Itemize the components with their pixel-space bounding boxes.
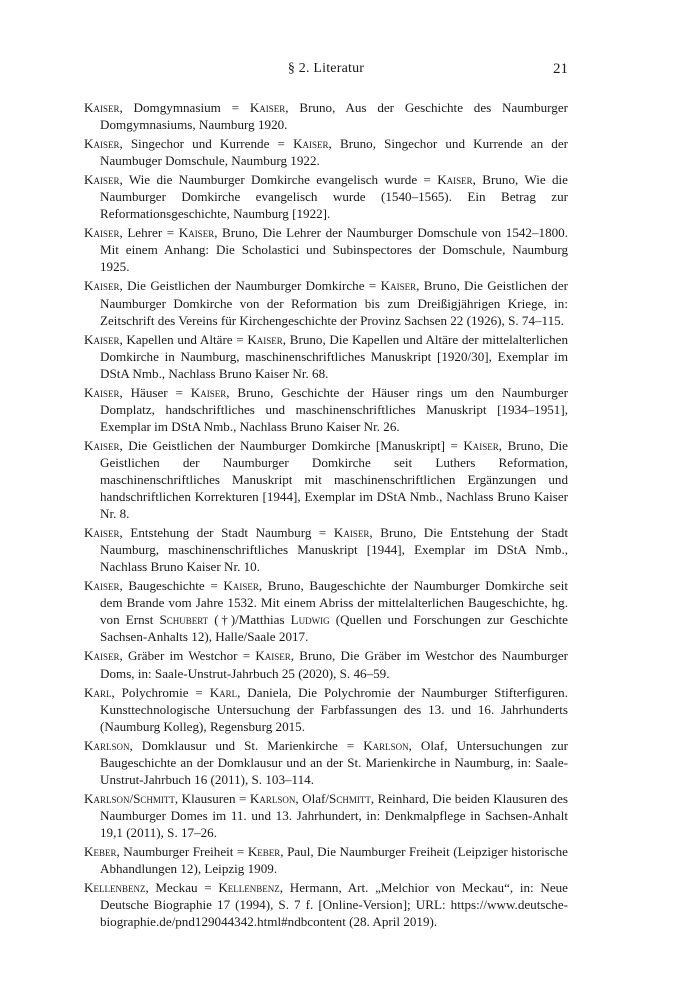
bibliography-entry — [84, 843, 568, 877]
entry-text: , Bruno, Aus der Geschichte des Naumburger Domgymnasiums, Naumburg 1920. — [100, 100, 568, 133]
entry-text: / — [129, 790, 134, 806]
author-name: Kaiser — [84, 525, 120, 541]
bibliography-entry — [84, 684, 568, 735]
entry-text: , Entstehung der Stadt Naumburg = — [119, 525, 334, 541]
author-name: Karlson — [249, 790, 296, 806]
entry-text: , Domgymnasium = — [119, 100, 250, 115]
entry-text: , Paul, Die Naumburger Freiheit (Leipziger historische Abhandlungen 12), Leipzig 1909. — [100, 843, 568, 877]
entry-text: , Bruno, Geschichte der Häuser rings um den Naumburger Domplatz, handschriftliches und maschinenschriftliches Manuskript [1934–1951], Exemplar im DStA Nmb., Nachlass Bruno Kaiser Nr. 26. — [100, 384, 568, 434]
entry-text: , Meckau = — [145, 880, 219, 896]
author-name: Kaiser — [84, 225, 120, 241]
author-name: Kaiser — [84, 172, 120, 188]
entry-text: , Bruno, Die Geistlichen der Naumburger Domkirche von der Reformation bis zum Dreißigjährigen Kriege, in: Zeitschrift des Vereins für Kirchengeschichte der Provinz Sachsen 22 (1926), S. 74–115. — [100, 278, 568, 328]
author-name: Schmitt — [329, 790, 371, 806]
author-name: Kaiser — [437, 172, 473, 188]
entry-text: , Bruno, Die Lehrer der Naumburger Domschule von 1542–1800. Mit einem Anhang: Die Scholastici und Subinspectores der Domschule, Naumburg 1925. — [100, 225, 568, 275]
author-name: Keber — [247, 843, 281, 859]
author-name: Kaiser — [333, 525, 370, 541]
entry-text: , Bruno, Die Kapellen und Altäre der mittelalterlichen Domkirche in Naumburg, maschinenschriftliches Manuskript [1920/30], Exemplar im DStA Nmb., Nachlass Bruno Kaiser Nr. 68. — [100, 331, 569, 381]
author-name: Schubert — [159, 612, 209, 628]
author-name: Karl — [209, 684, 238, 700]
author-name: Schmitt — [133, 790, 175, 806]
bibliography-entry — [84, 277, 568, 328]
author-name: Kaiser — [84, 136, 120, 152]
author-name: Keber — [84, 843, 117, 859]
author-name: Kellenbenz — [84, 880, 146, 896]
page-number: 21 — [553, 61, 568, 77]
bibliography-entry — [84, 171, 568, 222]
entry-text: , Hermann, Art. „Melchior von Meckau“, in: Neue Deutsche Biographie 17 (1994), S. 7 f. [Online-Version]; URL: https://www.deutsche-biographie.de/pnd129044342.html#ndbcontent (28. April 2019). — [100, 880, 568, 930]
bibliography-entry — [84, 879, 568, 930]
author-name: Kaiser — [178, 225, 215, 241]
entry-text: , Bruno, Wie die Naumburger Domkirche evangelisch wurde (1540–1565). Ein Betrag zur Reformationsgeschichte, Naumburg [1922]. — [100, 172, 568, 222]
entry-text: , Bruno, Singechor und Kurrende an der Naumbuger Domschule, Naumburg 1922. — [100, 136, 569, 169]
author-name: Karlson — [84, 790, 130, 806]
author-name: Kaiser — [84, 100, 120, 115]
entry-text: , Polychromie = — [111, 684, 210, 700]
author-name: Kaiser — [84, 278, 120, 294]
entry-text: , Bruno, Die Gräber im Westchor des Naumburger Doms, in: Saale-Unstrut-Jahrbuch 25 (2020), S. 46–59. — [100, 648, 568, 681]
author-name: Kellenbenz — [218, 880, 280, 896]
entry-text: , Reinhard, Die beiden Klausuren des Naumburger Domes im 11. und 13. Jahrhundert, in: Denkmalpflege in Sachsen-Anhalt 19,1 (2011), S. 17–26. — [100, 790, 568, 840]
author-name: Kaiser — [223, 578, 259, 594]
bibliography-entry — [84, 224, 568, 275]
running-title: § 2. Literatur — [287, 61, 365, 76]
author-name: Kaiser — [380, 278, 417, 294]
author-name: Kaiser — [190, 384, 227, 400]
entry-text: , Wie die Naumburger Domkirche evangelisch wurde = — [119, 172, 438, 188]
author-name: Kaiser — [84, 437, 120, 453]
entry-text: , Die Geistlichen der Naumburger Domkirche [Manuskript] = — [119, 437, 464, 453]
entry-text: , Baugeschichte = — [119, 578, 224, 594]
bibliography-entry — [84, 99, 568, 133]
author-name: Kaiser — [247, 331, 283, 347]
author-name: Kaiser — [84, 578, 120, 594]
entry-text: , Domklausur und St. Marienkirche = — [129, 737, 364, 753]
author-name: Karl — [84, 684, 112, 700]
author-name: Karlson — [84, 737, 130, 753]
page-header — [84, 61, 568, 81]
entry-text: (Quellen und Forschungen zur Geschichte Sachsen-Anhalts 12), Halle/Saale 2017. — [100, 612, 568, 645]
bibliography-entry — [84, 331, 568, 382]
author-name: Kaiser — [255, 648, 291, 664]
bibliography-list — [84, 99, 568, 932]
entry-text: , Kapellen und Altäre = — [119, 331, 248, 347]
author-name: Kaiser — [84, 384, 120, 400]
bibliography-entry — [84, 384, 568, 435]
bibliography-entry — [84, 437, 568, 522]
bibliography-entry — [84, 135, 568, 169]
entry-text: , Bruno, Die Geistlichen der Naumburger Domkirche seit Luthers Reformation, maschinenschriftliches Manuskript mit maschinenschriftlichen Ergänzungen und handschriftlichen Korrekturen [1944], Exemplar im DStA Nmb., Nachlass Bruno Kaiser Nr. 8. — [100, 437, 568, 522]
author-name: Ludwig — [290, 612, 330, 628]
entry-text: , Daniela, Die Polychromie der Naumburger Stifterfiguren. Kunsttechnologische Untersuchung der Farbfassungen des 13. und 16. Jahrhunderts (Naumburg Kolleg), Regensburg 2015. — [100, 684, 568, 734]
entry-text: , Häuser = — [119, 384, 191, 400]
author-name: Kaiser — [84, 331, 120, 347]
bibliography-entry — [84, 524, 568, 575]
entry-text: , Die Geistlichen der Naumburger Domkirche = — [119, 278, 381, 294]
author-name: Kaiser — [463, 437, 499, 453]
bibliography-entry — [84, 647, 568, 681]
entry-text: , Klausuren = — [174, 790, 250, 806]
bibliography-entry — [84, 737, 568, 788]
entry-text: , Olaf, Untersuchungen zur Baugeschichte an der Domklausur und an der St. Marienkirche in Naumburg, in: Saale-Unstrut-Jahrbuch 16 (2011), S. 103–114. — [100, 737, 568, 787]
author-name: Kaiser — [84, 648, 120, 664]
entry-text: , Bruno, Baugeschichte der Naumburger Domkirche seit dem Brande vom Jahre 1532. Mit einem Abriss der mittelalterlichen Baugeschichte, hg. von Ernst — [100, 578, 568, 628]
entry-text: (†)/Matthias — [208, 612, 291, 628]
entry-text: , Bruno, Die Entstehung der Stadt Naumburg, maschinenschriftliches Manuskript [1944], Exemplar im DStA Nmb., Nachlass Bruno Kaiser Nr. 10. — [100, 525, 568, 575]
entry-text: , Naumburger Freiheit = — [116, 843, 248, 859]
bibliography-entry — [84, 790, 568, 841]
entry-text: , Olaf/ — [295, 790, 330, 806]
author-name: Kaiser — [249, 100, 286, 115]
bibliography-entry — [84, 577, 568, 645]
entry-text: , Singechor und Kurrende = — [119, 136, 294, 152]
author-name: Kaiser — [293, 136, 329, 152]
author-name: Karlson — [363, 737, 409, 753]
entry-text: , Lehrer = — [119, 225, 179, 241]
entry-text: , Gräber im Westchor = — [119, 648, 256, 664]
